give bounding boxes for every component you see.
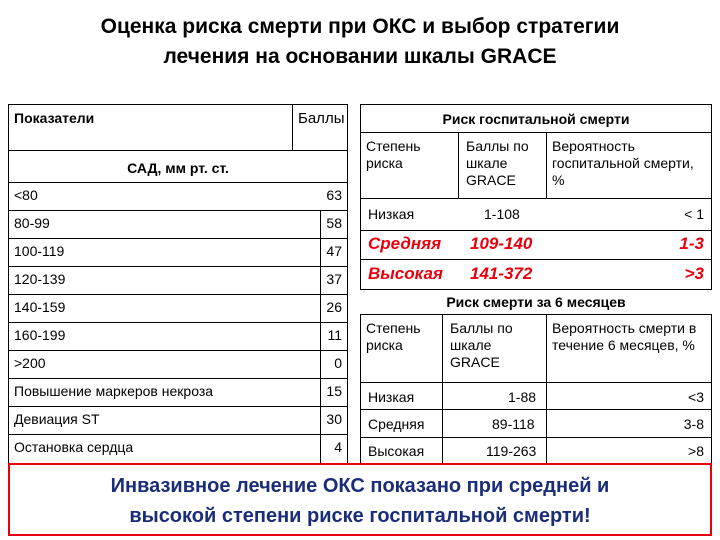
table-row-label: 140-159 bbox=[14, 299, 66, 315]
table-row-label: <80 bbox=[14, 187, 38, 203]
risk-degree-low-6m: Низкая bbox=[368, 389, 415, 405]
table-row-value: 37 bbox=[326, 271, 342, 287]
table-row-label: 160-199 bbox=[14, 327, 66, 343]
hospital-risk-title: Риск госпитальной смерти bbox=[442, 111, 630, 127]
header-divider bbox=[292, 104, 293, 150]
table-row-label: >200 bbox=[14, 355, 46, 371]
table-row-value: 15 bbox=[326, 383, 342, 399]
six-month-title: Риск смерти за 6 месяцев bbox=[446, 294, 626, 310]
conclusion-banner bbox=[8, 463, 712, 536]
risk-degree-high-6m: Высокая bbox=[368, 443, 425, 459]
risk-points-low: 1-108 bbox=[484, 206, 520, 222]
col-probability: Вероятность госпитальной смерти, % bbox=[552, 138, 694, 188]
table-row-value: 0 bbox=[334, 355, 342, 371]
title-line-1: Оценка риска смерти при ОКС и выбор стратегии bbox=[100, 15, 620, 38]
col-risk-degree-6m: Степень риска bbox=[366, 320, 421, 353]
table-row-value: 11 bbox=[327, 327, 342, 343]
table-row-value: 30 bbox=[326, 411, 342, 427]
table-row-value: 4 bbox=[334, 439, 342, 455]
risk-points-high-6m: 119-263 bbox=[486, 443, 537, 459]
sad-bottom-line bbox=[8, 182, 348, 183]
table-row-value: 26 bbox=[326, 299, 342, 315]
table-row-label: 100-119 bbox=[14, 243, 65, 259]
col-grace-points-6m: Баллы по шкале GRACE bbox=[450, 320, 513, 370]
risk-points-high: 141-372 bbox=[470, 264, 533, 283]
table-row-value: 47 bbox=[326, 243, 342, 259]
col-risk-degree: Степень риска bbox=[366, 138, 421, 171]
table-row-value: 63 bbox=[326, 187, 342, 203]
risk-prob-high: >3 bbox=[684, 264, 704, 283]
risk-prob-low: < 1 bbox=[684, 206, 704, 222]
table-row-label: 80-99 bbox=[14, 215, 50, 231]
conclusion-line-2: высокой степени риске госпитальной смерти! bbox=[129, 505, 591, 527]
page-title bbox=[0, 12, 720, 72]
table-row-label: 120-139 bbox=[14, 271, 66, 287]
sad-label: САД, мм рт. ст. bbox=[127, 160, 229, 176]
risk-points-medium-6m: 89-118 bbox=[492, 416, 535, 432]
table-row-label: Повышение маркеров некроза bbox=[14, 383, 214, 399]
risk-degree-medium: Средняя bbox=[368, 234, 442, 253]
conclusion-line-1: Инвазивное лечение ОКС показано при средней и bbox=[110, 475, 610, 497]
col-probability-6m: Вероятность смерти в течение 6 месяцев, % bbox=[552, 320, 697, 353]
risk-degree-medium-6m: Средняя bbox=[368, 416, 425, 432]
risk-prob-medium: 1-3 bbox=[679, 234, 704, 253]
risk-points-low-6m: 1-88 bbox=[508, 389, 537, 405]
risk-degree-low: Низкая bbox=[368, 206, 415, 222]
table-row-value: 58 bbox=[326, 215, 342, 231]
table-row-label: Девиация ST bbox=[14, 411, 100, 427]
risk-prob-low-6m: <3 bbox=[688, 389, 704, 405]
header-indicators: Показатели bbox=[14, 110, 95, 126]
table-row-label: Остановка сердца bbox=[14, 439, 134, 455]
col-grace-points: Баллы по шкале GRACE bbox=[466, 138, 529, 188]
risk-points-medium: 109-140 bbox=[470, 234, 533, 253]
risk-prob-high-6m: >8 bbox=[688, 443, 704, 459]
risk-prob-medium-6m: 3-8 bbox=[683, 416, 704, 432]
header-bottom-line bbox=[8, 150, 348, 151]
title-line-2: лечения на основании шкалы GRACE bbox=[163, 45, 557, 68]
header-points: Баллы bbox=[298, 110, 345, 127]
risk-degree-high: Высокая bbox=[368, 264, 443, 283]
